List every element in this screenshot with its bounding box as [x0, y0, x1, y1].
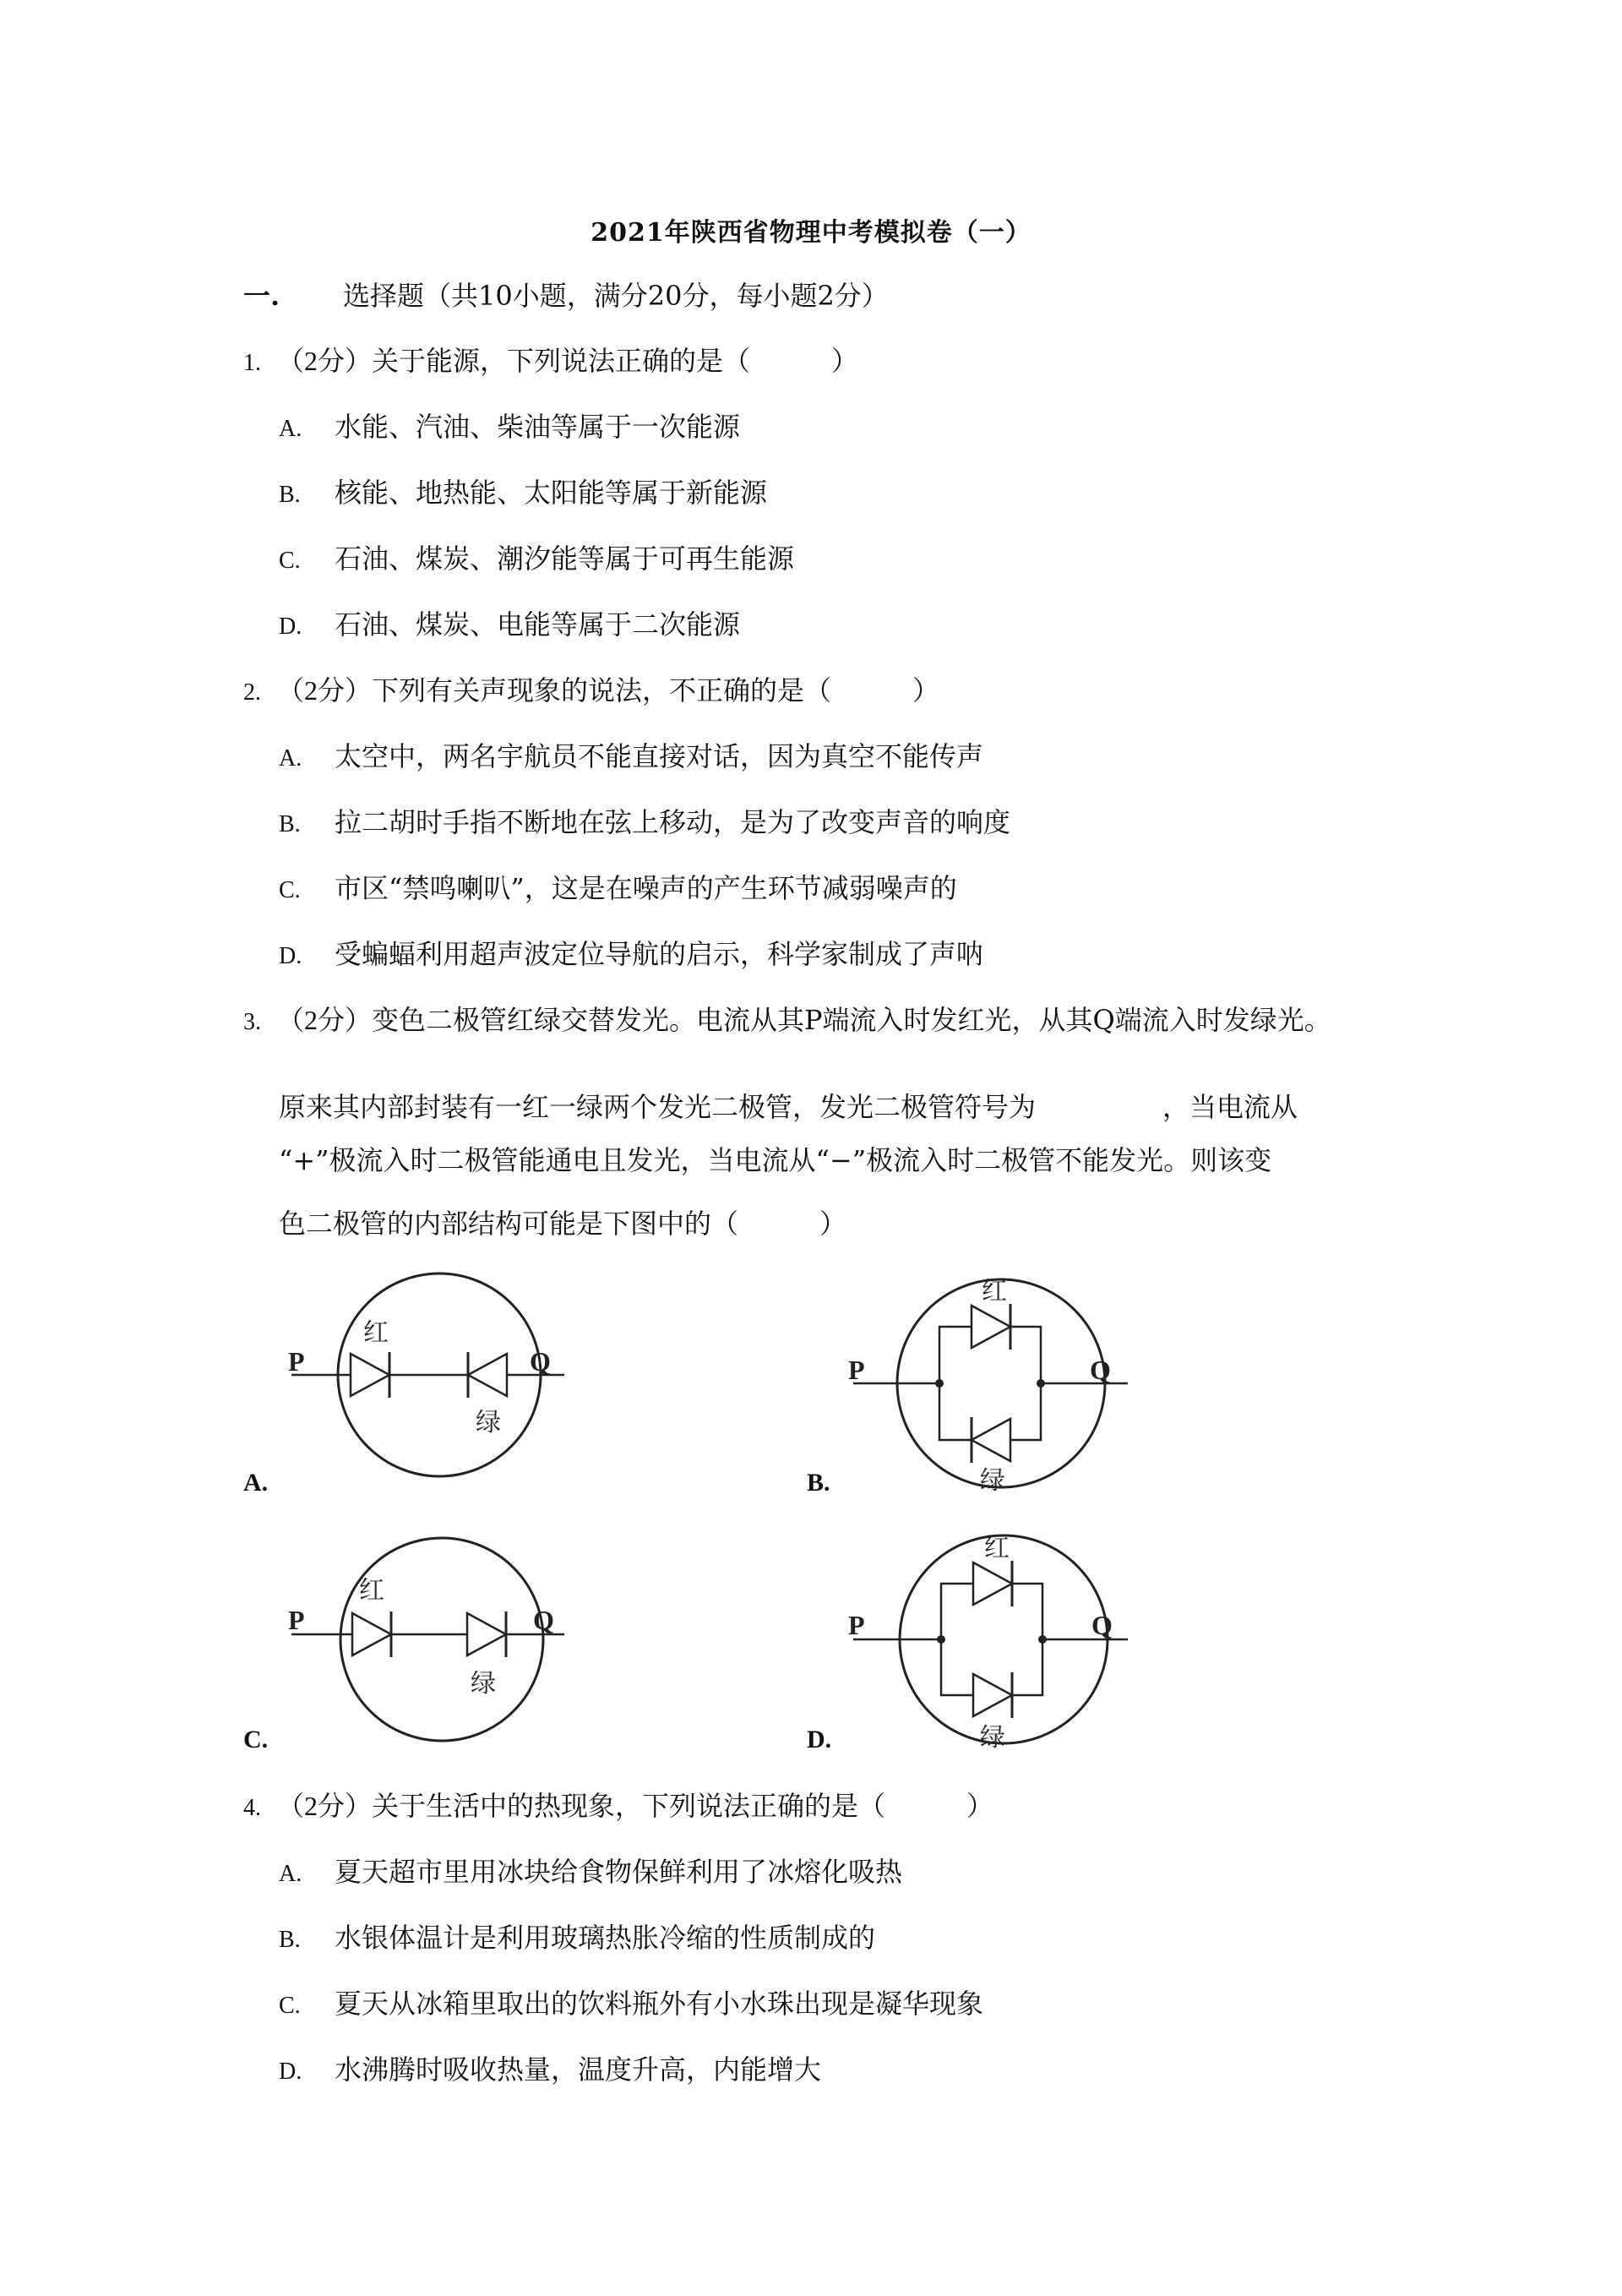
diagram-d-green-diode — [973, 1672, 1012, 1718]
red-label: 红 — [363, 1319, 389, 1347]
question-score: （2分） — [277, 1005, 373, 1035]
terminal-q-label: Q — [530, 1346, 551, 1377]
question-3-stem — [243, 999, 1331, 1038]
terminal-p-label: P — [288, 1605, 305, 1635]
green-label: 绿 — [980, 1467, 1005, 1495]
diagram-b-node-left — [935, 1379, 944, 1388]
q4-option-d — [279, 2048, 821, 2087]
q3-line-2-part-b: ，当电流从 — [1162, 1091, 1298, 1123]
diagram-d-node-left — [937, 1635, 945, 1644]
q2-option-d — [279, 933, 983, 972]
diagram-b-green-diode — [972, 1417, 1010, 1463]
diagram-d-node-right — [1038, 1635, 1047, 1644]
option-letter: D. — [279, 2059, 302, 2085]
question-number: 1. — [243, 350, 261, 376]
question-1-stem — [243, 340, 858, 379]
section-heading — [243, 275, 889, 314]
question-4-stem — [243, 1785, 993, 1824]
option-text: 市区“禁鸣喇叭”，这是在噪声的产生环节减弱噪声的 — [335, 872, 957, 904]
q4-option-c — [279, 1982, 983, 2021]
q2-option-a — [279, 735, 983, 774]
option-letter: A. — [279, 1861, 302, 1887]
terminal-p-label: P — [288, 1346, 305, 1377]
section-number: 一. — [243, 280, 280, 312]
q3-line-3: “+”极流入时二极管能通电且发光，当电流从“−”极流入时二极管不能发光。则该变 — [279, 1144, 1272, 1176]
diagram-b — [848, 1268, 1140, 1500]
option-text: 夏天从冰箱里取出的饮料瓶外有小水珠出现是凝华现象 — [335, 1988, 984, 2020]
question-number: 4. — [243, 1795, 261, 1821]
green-label: 绿 — [476, 1409, 501, 1437]
option-letter: B. — [279, 482, 301, 508]
question-text: 变色二极管红绿交替发光。电流从其P端流入时发红光，从其Q端流入时发绿光。 — [372, 1004, 1331, 1036]
q3-line-2 — [279, 1086, 1298, 1125]
option-text: 水银体温计是利用玻璃热胀冷缩的性质制成的 — [335, 1922, 876, 1954]
question-score: （2分） — [277, 1791, 373, 1821]
diagram-d — [848, 1531, 1140, 1764]
option-text: 水沸腾时吸收热量，温度升高，内能增大 — [335, 2053, 822, 2086]
terminal-p-label: P — [848, 1610, 865, 1640]
diagram-a-green-diode — [468, 1352, 507, 1398]
option-text: 石油、煤炭、潮汐能等属于可再生能源 — [335, 543, 795, 575]
option-letter: A. — [279, 745, 302, 772]
diagram-a-letter: A. — [243, 1469, 269, 1497]
question-number: 3. — [243, 1009, 261, 1035]
diagram-d-letter: D. — [807, 1726, 832, 1753]
q1-option-c — [279, 537, 794, 576]
option-text: 受蝙蝠利用超声波定位导航的启示，科学家制成了声呐 — [335, 938, 984, 970]
option-letter: A. — [279, 416, 302, 442]
question-text: 关于能源，下列说法正确的是（ ） — [372, 345, 859, 377]
question-2-stem — [243, 669, 939, 708]
question-text: 下列有关声现象的说法，不正确的是（ ） — [372, 674, 940, 706]
question-text: 关于生活中的热现象，下列说法正确的是（ ） — [372, 1790, 994, 1822]
option-letter: D. — [279, 614, 302, 640]
option-letter: D. — [279, 943, 302, 969]
question-number: 2. — [243, 679, 261, 706]
q3-line-4: 色二极管的内部结构可能是下图中的（ ） — [279, 1208, 847, 1240]
diagram-b-red-diode — [972, 1304, 1010, 1350]
option-text: 石油、煤炭、电能等属于二次能源 — [335, 608, 741, 641]
diagram-d-wires — [853, 1584, 1128, 1695]
diagram-c-red-diode — [352, 1612, 391, 1657]
q2-option-c — [279, 867, 957, 906]
diagram-c-green-diode — [467, 1612, 506, 1657]
terminal-q-label: Q — [1091, 1610, 1113, 1640]
option-text: 夏天超市里用冰块给食物保鲜利用了冰熔化吸热 — [335, 1856, 903, 1888]
question-score: （2分） — [277, 346, 373, 376]
q2-option-b — [279, 801, 1010, 840]
diagram-b-node-right — [1037, 1379, 1045, 1388]
red-label: 红 — [359, 1577, 384, 1605]
q1-option-b — [279, 472, 767, 510]
question-score: （2分） — [277, 675, 373, 706]
green-label: 绿 — [471, 1670, 496, 1698]
green-label: 绿 — [980, 1724, 1005, 1752]
terminal-p-label: P — [848, 1355, 865, 1385]
option-text: 核能、地热能、太阳能等属于新能源 — [335, 477, 768, 509]
red-label: 红 — [984, 1535, 1010, 1562]
option-letter: C. — [279, 1993, 301, 2019]
option-letter: C. — [279, 877, 301, 903]
exam-title: 2021年陕西省物理中考模拟卷（一） — [591, 218, 1031, 248]
red-label: 红 — [982, 1278, 1007, 1306]
option-letter: C. — [279, 548, 301, 574]
terminal-q-label: Q — [1090, 1355, 1111, 1385]
option-letter: B. — [279, 1927, 301, 1953]
q1-option-d — [279, 603, 740, 642]
diagram-b-wires — [853, 1327, 1128, 1440]
diagram-a — [288, 1268, 579, 1500]
diagram-c — [288, 1531, 579, 1759]
terminal-q-label: Q — [533, 1605, 554, 1635]
q3-line-2-part-a: 原来其内部封装有一红一绿两个发光二极管，发光二极管符号为 — [279, 1091, 1037, 1123]
diagram-c-letter: C. — [243, 1726, 269, 1753]
diagram-a-red-diode — [351, 1352, 389, 1398]
q4-option-a — [279, 1851, 902, 1890]
section-text: 选择题（共10小题，满分20分，每小题2分） — [343, 280, 889, 312]
option-letter: B. — [279, 811, 301, 837]
diagram-d-red-diode — [973, 1561, 1012, 1606]
option-text: 拉二胡时手指不断地在弦上移动，是为了改变声音的响度 — [335, 806, 1011, 838]
diagram-b-letter: B. — [807, 1469, 830, 1497]
q1-option-a — [279, 406, 740, 444]
option-text: 太空中，两名宇航员不能直接对话，因为真空不能传声 — [335, 740, 984, 772]
q4-option-b — [279, 1917, 875, 1955]
option-text: 水能、汽油、柴油等属于一次能源 — [335, 411, 741, 443]
